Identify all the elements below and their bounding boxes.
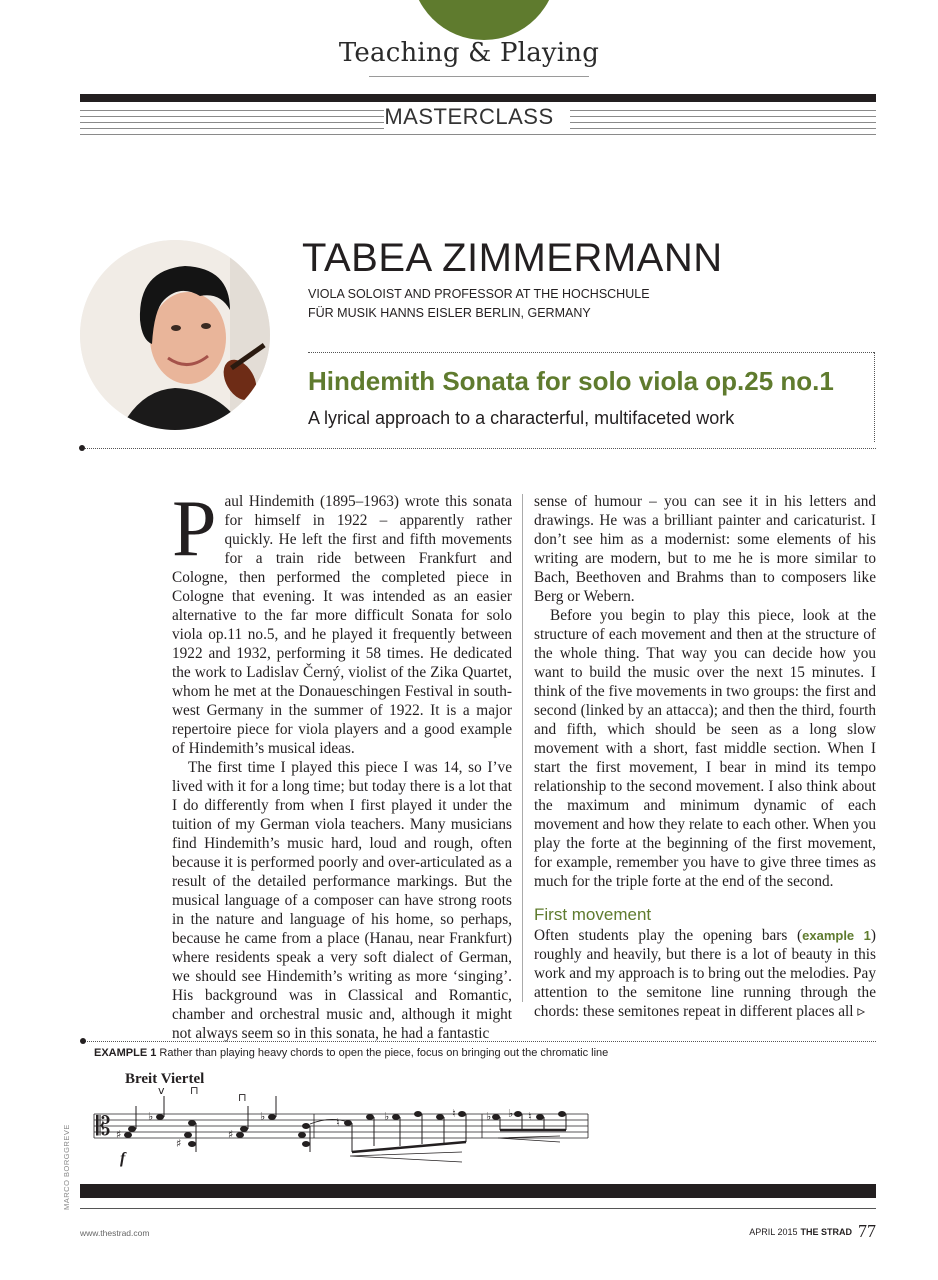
strand-label: MASTERCLASS — [384, 104, 554, 129]
dotted-frame-right — [874, 352, 875, 442]
bullet-dot — [80, 1038, 86, 1044]
svg-text:♭: ♭ — [260, 1110, 266, 1123]
footer-rule — [80, 1208, 876, 1209]
dynamic-marking: f — [120, 1150, 126, 1167]
accidentals — [116, 1107, 532, 1150]
example-caption-text: Rather than playing heavy chords to open the piece, focus on bringing out the chromatic line — [159, 1047, 609, 1059]
svg-text:♭: ♭ — [384, 1110, 390, 1123]
svg-text:♭: ♭ — [486, 1110, 492, 1123]
example-label: EXAMPLE 1 — [94, 1047, 157, 1059]
dotted-frame-top — [308, 352, 874, 353]
svg-text:♭: ♭ — [508, 1107, 514, 1120]
alto-clef-icon: 𝄡 — [96, 1112, 111, 1142]
author-bio — [308, 285, 650, 323]
svg-text:⊓: ⊓ — [238, 1091, 247, 1104]
article-headline: Hindemith Sonata for solo viola op.25 no.1 — [308, 366, 834, 396]
rule — [80, 134, 876, 135]
body-paragraph: Before you begin to play this piece, look at the structure of each movement and then at the structure of the whole thing. That way you can decide how you want to build the music over the next 15 minutes. I think of the five movements in two groups: the first and second (linked by an attacca); and then the third, fourth and fifth, which should be seen as a long slow movement with a short, fast middle section. When I start the first movement, I bear in mind its tempo relationship to the second movement. I also think about the maximum and minimum dynamic of each movement and how they relate to each other. When you play the forte at the beginning of the first movement, for example, remember you have to give three times as much for the triple forte at the end of the second. — [534, 607, 876, 890]
dotted-frame-bottom — [82, 448, 876, 449]
footer-url-link[interactable]: www.thestrad.com — [80, 1228, 150, 1238]
example-reference-link[interactable]: example 1 — [802, 928, 871, 943]
body-paragraph: The first time I played this piece I was 14, so I’ve lived with it for a long time; but today there is a lot that I do differently from when I first played it under the tuition of my German viola teachers. Many musicians find Hindemith’s music hard, loud and rough, often because it is performed poorly and over-articulated as a result of the detailed performance markings. But the musical language of a composer can have strong roots in the nature and language of his home, so perhaps, because he came from a place (Hanau, near Frankfurt) where residents speak a very soft dialect of German, we should see Hindemith’s writing as more ‘singing’. His background was in Classical and Romantic, chamber and orchestral music and, although it might not always seem so in this sonata, he had a fantastic — [172, 759, 512, 1042]
svg-text:♭: ♭ — [148, 1110, 154, 1123]
column-rule — [522, 494, 523, 1002]
header-bar — [80, 94, 876, 102]
svg-text:♮: ♮ — [528, 1110, 532, 1123]
author-portrait — [80, 240, 270, 430]
body-text: Often students play the opening bars ( — [534, 927, 803, 944]
subheading: First movement — [534, 905, 652, 924]
author-bio-line: VIOLA SOLOIST AND PROFESSOR AT THE HOCHSCHULE — [308, 287, 650, 301]
author-bio-line: FÜR MUSIK HANNS EISLER BERLIN, GERMANY — [308, 306, 591, 320]
body-text: ) roughly and heavily, but there is a lot of beauty in this work and my approach is to bring out the melodies. Pay attention to the semitone line running through the chords: these semitones repeat in different places all ▹ — [534, 927, 876, 1020]
tempo-marking: Breit Viertel — [125, 1071, 205, 1087]
body-paragraph: aul Hindemith (1895–1963) wrote this sonata for himself in 1922 – apparently rather quickly. He left the first and fifth movements for a train ride between Frankfurt and Cologne, then performed the completed piece in Cologne that evening. It was intended as an easier alternative to the far more difficult Sonata for solo viola op.11 no.5, and he played it frequently between 1922 and 1932, performing it 58 times. He dedicated the work to Ladislav Černý, violist of the Zika Quartet, whom he met at the Donaueschingen Festival in south-west Germany in the summer of 1922. It is a major repertoire piece for viola players and a good example of Hindemith’s musical ideas. — [172, 493, 512, 757]
photo-credit: MARCO BORGGREVE — [62, 1124, 71, 1210]
music-score-excerpt — [90, 1086, 600, 1171]
svg-text:v: v — [158, 1086, 165, 1097]
folio — [749, 1221, 876, 1242]
svg-text:♮: ♮ — [452, 1107, 456, 1120]
articulations — [158, 1086, 247, 1104]
example-divider — [84, 1041, 876, 1042]
page-number: 77 — [858, 1221, 876, 1241]
beams — [352, 1130, 566, 1152]
svg-text:♮: ♮ — [336, 1116, 340, 1129]
body-column-1 — [172, 485, 512, 1043]
magazine-name: THE STRAD — [800, 1227, 852, 1237]
body-paragraph — [534, 926, 876, 1021]
section-title: Teaching & Playing — [338, 38, 600, 68]
section-underline — [369, 76, 589, 77]
author-name: TABEA ZIMMERMANN — [302, 236, 723, 280]
body-paragraph: sense of humour – you can see it in his letters and drawings. He was a brilliant painter and caricaturist. I don’t see him as a modernist: some elements of his writing are modern, but to me he is more similar to Bach, Beethoven and Brahms than to composers like Berg or Webern. — [534, 493, 876, 605]
example-caption — [94, 1047, 608, 1059]
svg-text:♯: ♯ — [228, 1128, 234, 1141]
bullet-dot — [79, 445, 85, 451]
issue-date: APRIL 2015 — [749, 1227, 798, 1237]
svg-text:♯: ♯ — [176, 1137, 182, 1150]
svg-text:⊓: ⊓ — [190, 1086, 199, 1097]
article-standfirst: A lyrical approach to a characterful, multifaceted work — [308, 408, 735, 428]
svg-text:♯: ♯ — [116, 1128, 122, 1141]
section-tab-circle — [411, 0, 557, 40]
drop-cap: P — [172, 485, 217, 573]
footer-bar — [80, 1184, 876, 1198]
body-column-2 — [534, 492, 876, 1021]
